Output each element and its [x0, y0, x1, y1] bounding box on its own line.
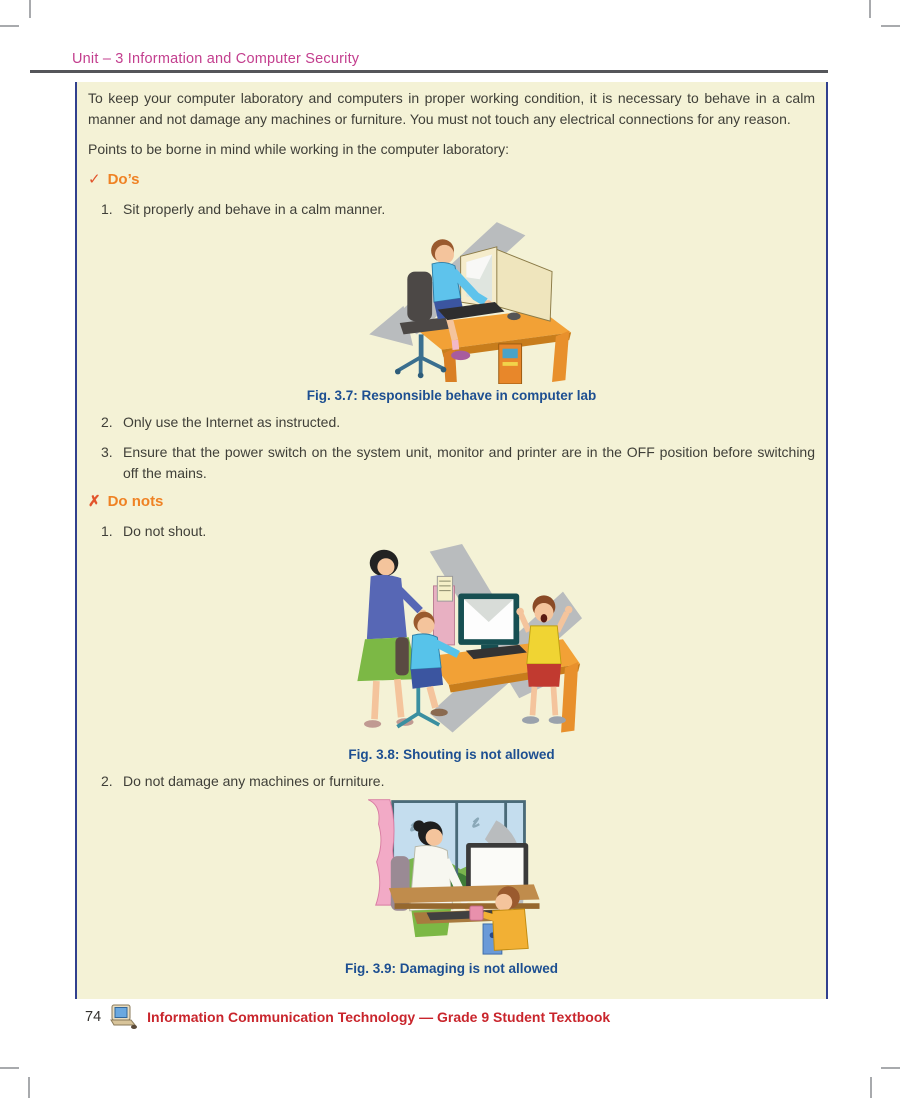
page-footer	[85, 1004, 610, 1030]
cross-icon: ✗	[88, 493, 101, 510]
figure-3-8	[88, 544, 815, 742]
content-panel	[75, 82, 828, 999]
crop-mark-top-left-v	[29, 0, 31, 18]
figure-3-9-caption: Fig. 3.9: Damaging is not allowed	[344, 961, 559, 976]
donts-heading	[88, 491, 815, 512]
figure-3-7-caption: Fig. 3.7: Responsible behave in computer lab	[306, 388, 597, 403]
figure-3-7-illustration	[354, 222, 573, 384]
item-number: 2.	[101, 773, 113, 789]
computer-icon	[109, 1004, 139, 1030]
crop-mark-bottom-left-v	[28, 1077, 30, 1098]
dos-item-2	[88, 412, 815, 433]
item-text: Do not damage any machines or furniture.	[123, 773, 385, 789]
figure-3-8-caption: Fig. 3.8: Shouting is not allowed	[348, 747, 555, 762]
crop-mark-top-right-v	[869, 0, 871, 18]
book-title: Information Communication Technology — Grade 9 Student Textbook	[147, 1009, 611, 1025]
crop-mark-bottom-right-h	[881, 1067, 900, 1069]
crop-mark-top-right-h	[881, 25, 900, 27]
unit-title: Unit – 3 Information and Computer Security	[72, 51, 360, 67]
item-number: 1.	[101, 523, 113, 539]
figure-3-8-illustration	[342, 544, 585, 742]
item-text: Only use the Internet as instructed.	[123, 414, 341, 430]
unit-header	[72, 51, 359, 67]
donts-item-2	[88, 771, 815, 792]
crop-mark-bottom-left-h	[0, 1067, 19, 1069]
page-number: 74	[85, 1009, 102, 1025]
figure-3-9-illustration	[355, 794, 548, 956]
crop-mark-top-left-h	[0, 25, 19, 27]
figure-3-9	[88, 794, 815, 956]
figure-3-7	[88, 222, 815, 384]
dos-title: Do’s	[107, 171, 140, 188]
item-number: 1.	[101, 201, 113, 217]
dos-item-1	[88, 199, 815, 220]
intro-paragraph: To keep your computer laboratory and computers in proper working condition, it is necessary to behave in a calm manner and not damage any machines or furniture. You must not touch any electrical connections for any reason.	[88, 90, 815, 127]
item-text: Sit properly and behave in a calm manner.	[123, 201, 386, 217]
item-text: Ensure that the power switch on the system unit, monitor and printer are in the OFF position before switching off the mains.	[123, 444, 815, 481]
crop-mark-bottom-right-v	[870, 1077, 872, 1098]
dos-item-3	[88, 442, 815, 484]
checkmark-icon: ✓	[88, 171, 101, 188]
item-number: 3.	[101, 444, 113, 460]
dos-heading	[88, 169, 815, 190]
points-line: Points to be borne in mind while working in the computer laboratory:	[88, 141, 509, 157]
item-number: 2.	[101, 414, 113, 430]
donts-item-1	[88, 521, 815, 542]
header-rule	[30, 70, 828, 73]
donts-title: Do nots	[107, 493, 164, 510]
item-text: Do not shout.	[123, 523, 207, 539]
